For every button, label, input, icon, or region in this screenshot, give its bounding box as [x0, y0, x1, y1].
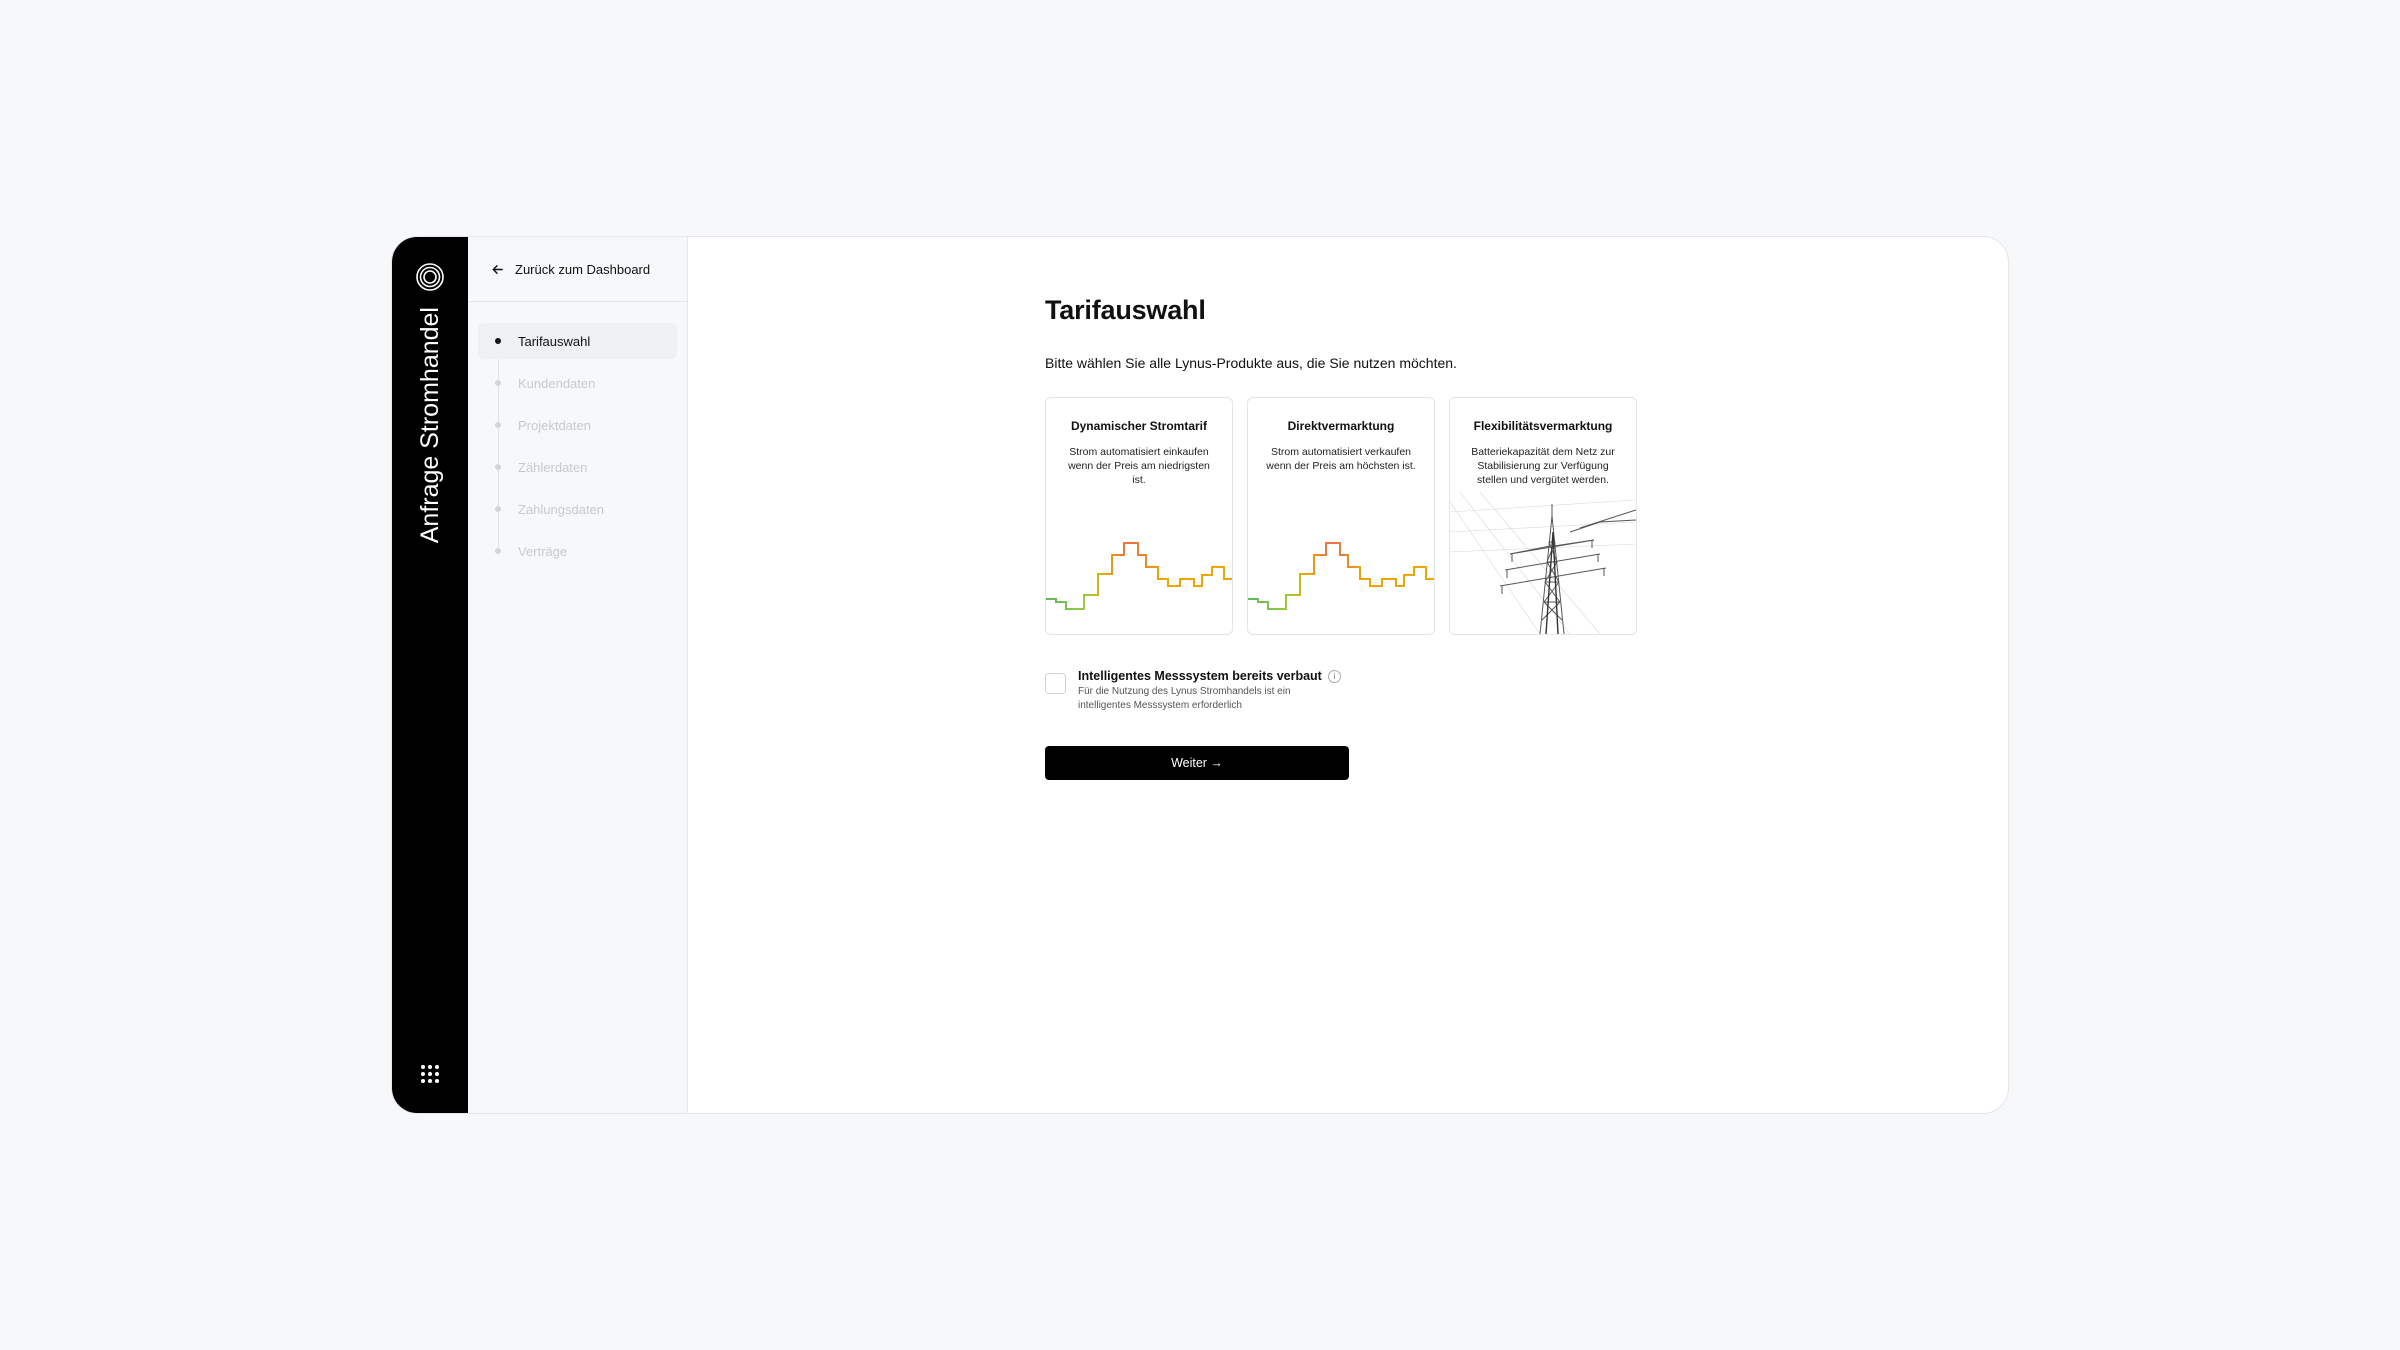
smart-meter-option	[1045, 669, 1645, 713]
back-link-label: Zurück zum Dashboard	[515, 261, 651, 277]
step-dot	[495, 380, 501, 386]
weiter-button[interactable]: Weiter →	[1045, 746, 1349, 780]
step-tarifauswahl[interactable]	[478, 323, 677, 359]
step-label: Zahlungsdaten	[518, 501, 605, 517]
info-icon[interactable]: i	[1328, 670, 1341, 683]
side-rail	[392, 237, 468, 1113]
product-cards	[1045, 397, 1645, 635]
rail-title: Anfrage Stromhandel	[416, 307, 444, 544]
main-content	[688, 237, 2008, 1113]
step-dot	[495, 422, 501, 428]
tariff-form	[1045, 295, 1645, 780]
card-title: Flexibilitätsvermarktung	[1473, 419, 1613, 433]
page-title: Tarifauswahl	[1045, 295, 1206, 325]
step-dot	[495, 338, 501, 344]
step-kundendaten	[478, 365, 677, 401]
smart-meter-label-row	[1078, 669, 1341, 683]
apps-grid-icon[interactable]	[421, 1065, 439, 1083]
step-label: Kundendaten	[518, 375, 596, 391]
step-dot	[495, 548, 501, 554]
product-card-dynamischer-stromtarif[interactable]	[1045, 397, 1233, 635]
logo-icon	[414, 261, 446, 293]
step-list	[468, 323, 687, 569]
card-title: Direktvermarktung	[1287, 419, 1395, 433]
step-zahlungsdaten	[478, 491, 677, 527]
card-description: Strom automatisiert einkaufen wenn der Preis am niedrigsten ist.	[1068, 446, 1210, 486]
step-dot	[495, 506, 501, 512]
arrow-left-icon	[490, 262, 505, 277]
app-window	[391, 236, 2009, 1114]
price-chart-illustration	[1046, 499, 1232, 634]
card-description: Strom automatisiert verkaufen wenn der Preis am höchsten ist.	[1266, 446, 1416, 472]
step-label: Zählerdaten	[518, 459, 588, 475]
card-title: Dynamischer Stromtarif	[1070, 419, 1208, 433]
power-pylon-illustration	[1450, 492, 1636, 634]
product-card-direktvermarktung[interactable]	[1247, 397, 1435, 635]
smart-meter-label: Intelligentes Messsystem bereits verbaut	[1078, 669, 1322, 683]
back-to-dashboard-link[interactable]	[468, 237, 687, 302]
step-panel	[468, 237, 688, 1113]
smart-meter-checkbox[interactable]	[1045, 673, 1066, 694]
step-dot	[495, 464, 501, 470]
product-card-flexibilitaetsvermarktung[interactable]	[1449, 397, 1637, 635]
card-description: Batteriekapazität dem Netz zur Stabilisierung zur Verfügung stellen und vergütet werden.	[1471, 446, 1615, 486]
page-subtitle: Bitte wählen Sie alle Lynus-Produkte aus, die Sie nutzen möchten.	[1045, 355, 1457, 371]
step-vertraege	[478, 533, 677, 569]
step-label: Tarifauswahl	[518, 333, 591, 349]
step-zaehlerdaten	[478, 449, 677, 485]
step-projektdaten	[478, 407, 677, 443]
price-chart-illustration	[1248, 499, 1434, 634]
smart-meter-help: Für die Nutzung des Lynus Stromhandels ist ein intelligentes Messsystem erforderlich	[1078, 686, 1291, 711]
step-label: Projektdaten	[518, 417, 591, 433]
step-label: Verträge	[518, 543, 568, 559]
